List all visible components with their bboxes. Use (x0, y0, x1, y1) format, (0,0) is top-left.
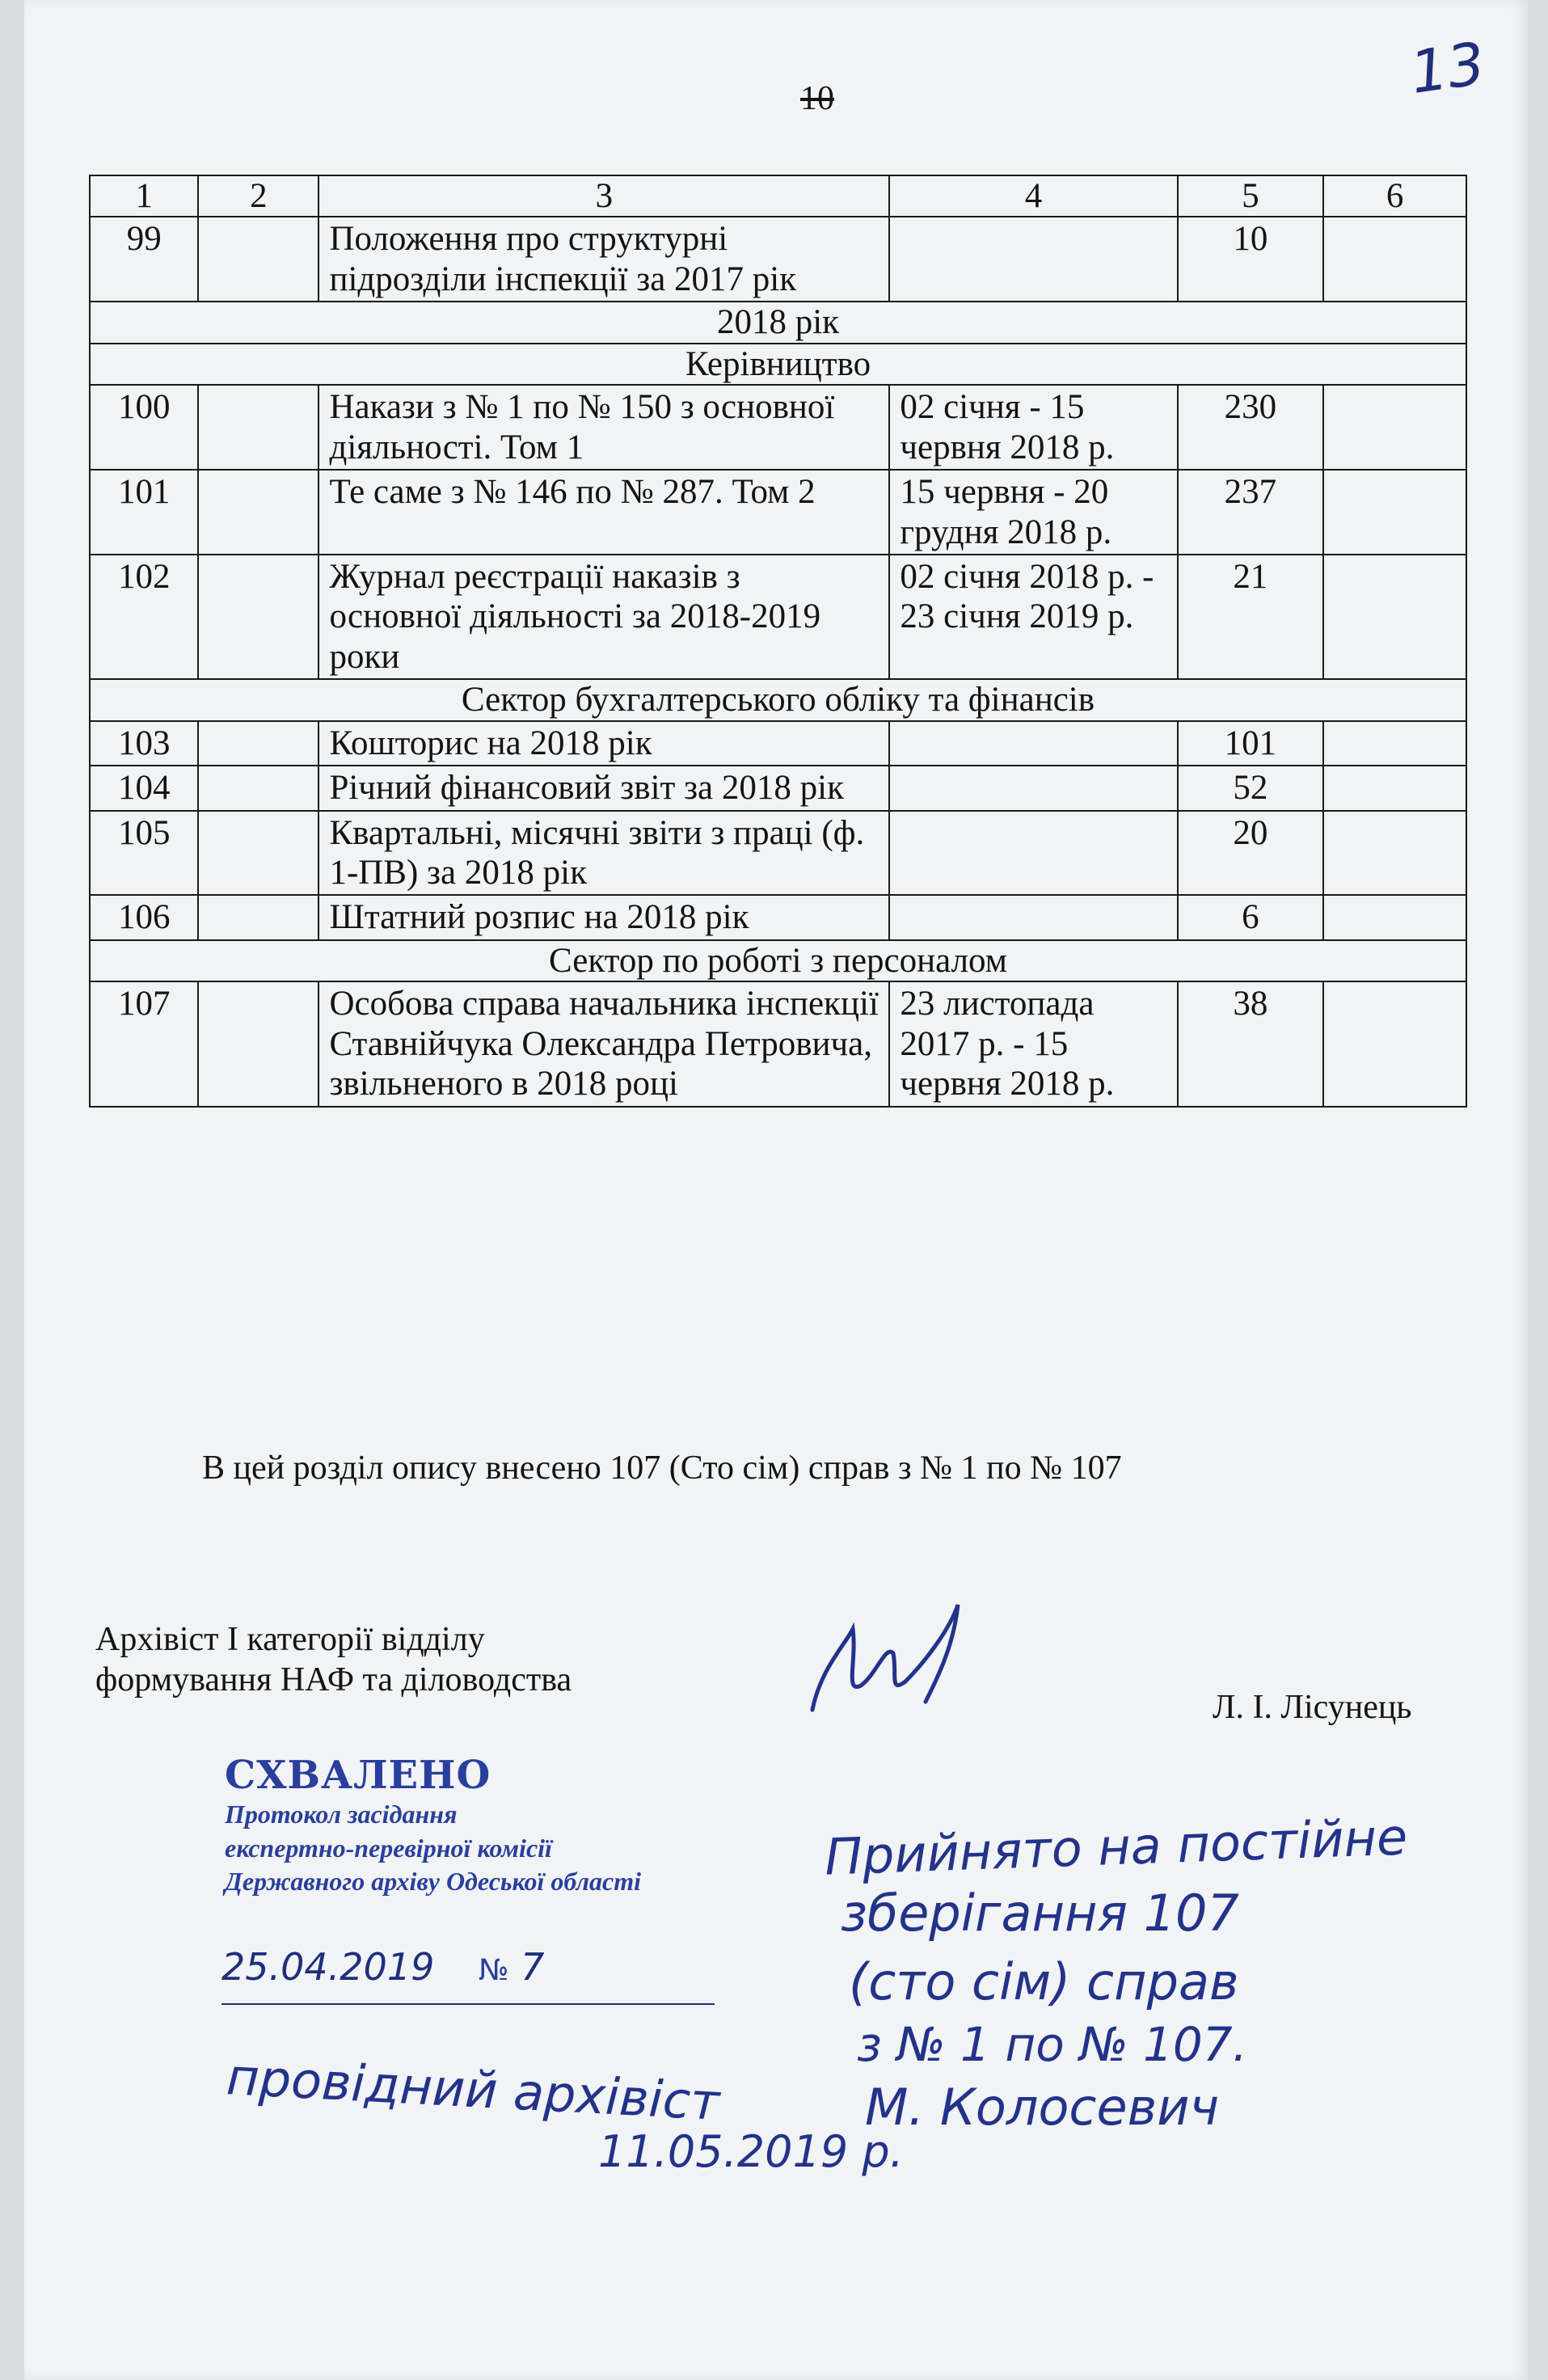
case-index (198, 217, 318, 302)
section-row (90, 940, 1466, 981)
header-cell: 1 (90, 175, 198, 217)
sheet-number: 13 (1406, 29, 1490, 107)
case-title: Накази з № 1 по № 150 з основної діяльності. Том 1 (318, 385, 889, 470)
case-notes (1323, 385, 1466, 470)
case-number: 105 (90, 811, 198, 896)
handwritten-note-line: з № 1 по № 107. (857, 2017, 1248, 2072)
case-notes (1323, 766, 1466, 810)
case-index (198, 721, 318, 766)
case-number: 102 (90, 555, 198, 679)
case-index (198, 895, 318, 939)
table-row (90, 981, 1466, 1106)
case-title: Річний фінансовий звіт за 2018 рік (318, 766, 889, 810)
signature-scribble (796, 1597, 1006, 1734)
case-notes (1323, 981, 1466, 1106)
inventory-table (89, 175, 1467, 1108)
header-cell: 2 (198, 175, 318, 217)
case-number: 103 (90, 721, 198, 766)
case-index (198, 385, 318, 470)
table-row (90, 721, 1466, 766)
table-row (90, 470, 1466, 555)
inventory-summary: В цей розділ опису внесено 107 (Сто сім) справ з № 1 по № 107 (202, 1450, 1122, 1487)
case-sheets: 21 (1178, 555, 1324, 679)
case-dates: 23 листопада 2017 р. - 15 червня 2018 р. (889, 981, 1177, 1106)
case-sheets: 6 (1178, 895, 1324, 939)
case-dates: 02 січня 2018 р. - 23 січня 2019 р. (889, 555, 1177, 679)
case-index (198, 811, 318, 896)
case-number: 99 (90, 217, 198, 302)
case-notes (1323, 555, 1466, 679)
table-row (90, 811, 1466, 896)
case-number: 107 (90, 981, 198, 1106)
case-title: Квартальні, місячні звіти з праці (ф. 1-ПВ) за 2018 рік (318, 811, 889, 896)
header-cell: 3 (318, 175, 889, 217)
signer-name: Л. І. Лісунець (1213, 1689, 1412, 1726)
case-dates (889, 811, 1177, 896)
case-notes (1323, 811, 1466, 896)
header-cell: 5 (1178, 175, 1324, 217)
case-number: 104 (90, 766, 198, 810)
handwritten-note-date: 11.05.2019 р. (598, 2126, 904, 2177)
case-index (198, 470, 318, 555)
case-dates (889, 721, 1177, 766)
case-notes (1323, 721, 1466, 766)
case-notes (1323, 895, 1466, 939)
table-row (90, 555, 1466, 679)
signer-position-line: формування НАФ та діловодства (95, 1661, 572, 1698)
case-dates (889, 217, 1177, 302)
table-header-row (90, 175, 1466, 217)
case-index (198, 766, 318, 810)
case-number: 100 (90, 385, 198, 470)
table-row (90, 895, 1466, 939)
case-notes (1323, 470, 1466, 555)
case-title: Штатний розпис на 2018 рік (318, 895, 889, 939)
case-title: Положення про структурні підрозділи інспекції за 2017 рік (318, 217, 889, 302)
table-row (90, 766, 1466, 810)
header-cell: 6 (1323, 175, 1466, 217)
case-number: 106 (90, 895, 198, 939)
stamp-title: СХВАЛЕНО (225, 1753, 491, 1798)
case-sheets: 101 (1178, 721, 1324, 766)
case-sheets: 10 (1178, 217, 1324, 302)
section-row (90, 679, 1466, 720)
case-dates (889, 766, 1177, 810)
case-sheets: 20 (1178, 811, 1324, 896)
section-title: Сектор бухгалтерського обліку та фінансів (90, 679, 1466, 720)
stamp-number-sign: № (479, 1954, 509, 1987)
stamp-line: Державного архіву Одеської області (225, 1867, 641, 1897)
case-sheets: 230 (1178, 385, 1324, 470)
case-sheets: 237 (1178, 470, 1324, 555)
case-title: Те саме з № 146 по № 287. Том 2 (318, 470, 889, 555)
section-row (90, 344, 1466, 385)
case-title: Особова справа начальника інспекції Ставнійчука Олександра Петровича, звільненого в 2018 році (318, 981, 889, 1106)
stamp-line: експертно-перевірної комісії (225, 1833, 552, 1863)
stamp-line: Протокол засідання (225, 1800, 458, 1829)
handwritten-signature-name: М. Колосевич (865, 2078, 1220, 2137)
signer-position-line: Архівіст І категорії відділу (95, 1621, 485, 1658)
case-dates (889, 895, 1177, 939)
table-row (90, 385, 1466, 470)
page-number: 10 (800, 80, 834, 117)
case-dates: 02 січня - 15 червня 2018 р. (889, 385, 1177, 470)
case-index (198, 555, 318, 679)
table-row (90, 217, 1466, 302)
section-title: Керівництво (90, 344, 1466, 385)
case-dates: 15 червня - 20 грудня 2018 р. (889, 470, 1177, 555)
header-cell: 4 (889, 175, 1177, 217)
case-index (198, 981, 318, 1106)
stamp-date-line (221, 1945, 715, 2005)
stamp-number: 7 (521, 1945, 545, 1989)
section-row (90, 302, 1466, 343)
case-title: Кошторис на 2018 рік (318, 721, 889, 766)
signer-position (95, 1620, 572, 1700)
handwritten-note-line: зберігання 107 (841, 1884, 1239, 1943)
case-title: Журнал реєстрації наказів з основної діяльності за 2018-2019 роки (318, 555, 889, 679)
approval-stamp (225, 1753, 742, 1899)
stamp-date: 25.04.2019 (221, 1945, 435, 1989)
handwritten-note-line: Прийнято на постійне (823, 1807, 1409, 1887)
case-sheets: 52 (1178, 766, 1324, 810)
section-title: Сектор по роботі з персоналом (90, 940, 1466, 981)
case-notes (1323, 217, 1466, 302)
handwritten-note-line: провідний архівіст (225, 2047, 722, 2132)
case-sheets: 38 (1178, 981, 1324, 1106)
section-title: 2018 рік (90, 302, 1466, 343)
handwritten-note-line: (сто сім) справ (849, 1952, 1239, 2011)
case-number: 101 (90, 470, 198, 555)
